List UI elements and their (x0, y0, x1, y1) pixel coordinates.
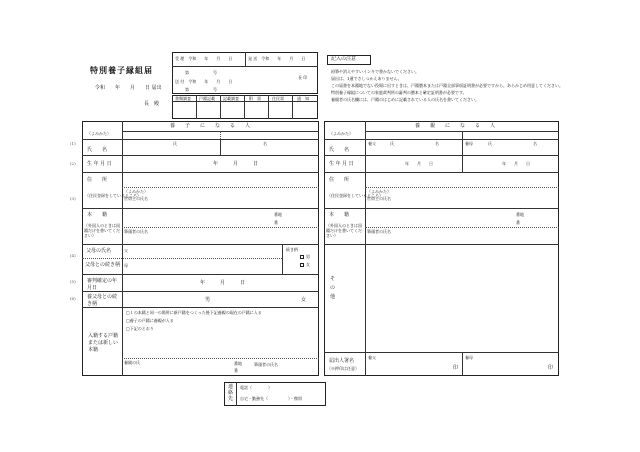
adopter-table (324, 121, 559, 376)
signature-note: （※押印は任意） (327, 366, 359, 371)
male-checkbox[interactable] (300, 255, 304, 259)
name-label: 氏 名 (329, 147, 350, 153)
row-marker: (5) (70, 279, 76, 284)
resident-note: （住民登録をしているところ） (85, 193, 141, 198)
furigana-label: （よみかた） (87, 131, 111, 136)
note-line: 届出は、1通でさしつかえありません。 (331, 76, 402, 81)
mother-label: 母 (124, 263, 128, 268)
furigana-label: （よみかた） (329, 131, 353, 136)
surname-label: 氏 (488, 141, 492, 146)
address-label: 住 所 (87, 177, 108, 183)
resident-note: （住民登録をしているところ） (327, 193, 383, 198)
check-col: 附 票 (249, 96, 261, 101)
entry-option[interactable]: □１の本籍と同一の場所に新戸籍をつくった後下記養親の現在の戸籍に入る (126, 310, 262, 315)
honseki-label: 本 籍 (87, 212, 108, 218)
form-title: 特別養子縁組届 (90, 65, 153, 75)
note-line: 鉛筆や消えやすいインキで書かないでください。 (331, 69, 419, 74)
adoptive-mother-sign-label: 養母 (465, 355, 473, 360)
adoptive-father-sign-label: 養父 (368, 355, 376, 360)
seal-mother: 印 (548, 365, 554, 371)
zoku-label: 続き柄 (286, 247, 298, 252)
after-name-label: 養親の氏 (124, 360, 140, 365)
entry-label: 入籍する戸籍または新しい本籍 (88, 333, 119, 353)
other-label: そ の 他 (330, 276, 336, 300)
check-col: 通 知 (297, 96, 309, 101)
relation-label: 父母との続き柄 (85, 262, 121, 268)
honseki-label: 本 籍 (329, 212, 350, 218)
check-col: 戸籍記載 (199, 96, 215, 101)
birth-value: 年 月 日 (213, 161, 259, 167)
honseki-note: （外国人のときは国籍だけを書いてください） (326, 223, 362, 238)
adopter-header: 養 親 に な る 人 (415, 123, 496, 129)
adoptive-mother-label: 養母 (465, 141, 473, 146)
birth-label: 生 年 月 日 (87, 161, 112, 167)
adoptee-header: 養 子 に な る 人 (170, 123, 251, 129)
trial-value: 年 月 日 (200, 280, 246, 286)
chojo-label: 女 (301, 297, 307, 303)
parents-label: 父母の氏名 (86, 248, 112, 254)
date-line: 令和 年 月 日 届出 (95, 85, 162, 91)
receipt-number2: 第 号 (185, 87, 217, 92)
contact-label: 連絡先 (228, 384, 234, 402)
contact-phone[interactable]: 電話（ ） (240, 385, 272, 390)
female-checkbox[interactable] (300, 263, 304, 267)
given-label: 名 (533, 141, 537, 146)
addressee: 長 殿 (144, 101, 160, 107)
given-label: 名 (435, 141, 439, 146)
row-marker: (4) (70, 253, 76, 258)
receipt-chief: 長 印 (298, 75, 308, 80)
check-col: 記載調査 (223, 96, 239, 101)
adoptive-father-label: 養父 (368, 141, 376, 146)
householder-yomi: （よみかた） (367, 189, 391, 194)
name-label: 氏 名 (87, 147, 108, 153)
receipt-dispatched: 発 送 令和 年 月 日 (248, 56, 306, 61)
surname-label: 氏 (390, 141, 394, 146)
row-marker: (6) (70, 296, 76, 301)
banchi-label: 番地 (274, 212, 282, 217)
trial-label: 審判確定の年月日 (87, 278, 118, 291)
receipt-sent: 送 付 令和 年 月 日 (175, 79, 233, 84)
row-marker: (1) (70, 141, 76, 146)
seal-father: 印 (453, 365, 459, 371)
given-label: 名 (263, 141, 267, 146)
householder-label: 世帯主の氏名 (124, 196, 148, 201)
entry-option[interactable]: □下記のとおり (126, 326, 154, 331)
notes-title: 記入の注意 (331, 56, 357, 62)
ban-label: 番 (516, 220, 520, 225)
householder-yomi: （よみかた） (124, 189, 148, 194)
ban2-label: 番 (234, 368, 238, 373)
head-label: 筆頭者の氏名 (367, 229, 391, 234)
adopt-relation-label: 養父母との続き柄 (87, 294, 118, 307)
check-col: 住民票 (272, 96, 284, 101)
note-line: 特別養子縁組についての家庭裁判所の審判の謄本と確定証明書が必要です。 (331, 90, 467, 95)
female-label: 女 (306, 262, 310, 267)
honseki-note: （外国人のときは国籍だけを書いてください） (84, 223, 120, 238)
address-label: 住 所 (329, 177, 350, 183)
mother-birth-value: 年 月 日 (502, 161, 530, 166)
surname-label: 氏 (173, 141, 177, 146)
chonan-label: 男 (205, 297, 211, 303)
note-line: 養親者の氏名欄には、戸籍のはじめに記載されている人の氏名を書いてください。 (331, 97, 479, 102)
check-col: 書類調査 (175, 96, 191, 101)
head2-label: 筆頭者の氏名 (254, 362, 278, 367)
note-line: この届書を本籍地でない役場に出すときは、戸籍謄本または戸籍全部事項証明書が必要ですから、あらかじめ用意してください。 (331, 83, 563, 88)
receipt-accepted: 受 理 令和 年 月 日 (175, 56, 233, 61)
father-birth-value: 年 月 日 (405, 161, 433, 166)
banchi-label: 番地 (516, 212, 524, 217)
male-label: 男 (306, 254, 310, 259)
contact-place[interactable]: 自宅・勤務先（ ）・携帯 (240, 396, 302, 401)
head-label: 筆頭者の氏名 (124, 229, 148, 234)
father-label: 父 (124, 248, 128, 253)
row-marker: (2) (70, 161, 76, 166)
signature-label: 届出人署名 (329, 358, 355, 364)
entry-option[interactable]: □養子の戸籍に養親が入る (126, 318, 174, 323)
row-marker: (3) (70, 196, 76, 201)
birth-label: 生 年 月 日 (329, 161, 354, 167)
banchi2-label: 番地 (234, 361, 242, 366)
receipt-number1: 第 号 (185, 70, 217, 75)
householder-label: 世帯主の氏名 (367, 196, 391, 201)
ban-label: 番 (274, 220, 278, 225)
